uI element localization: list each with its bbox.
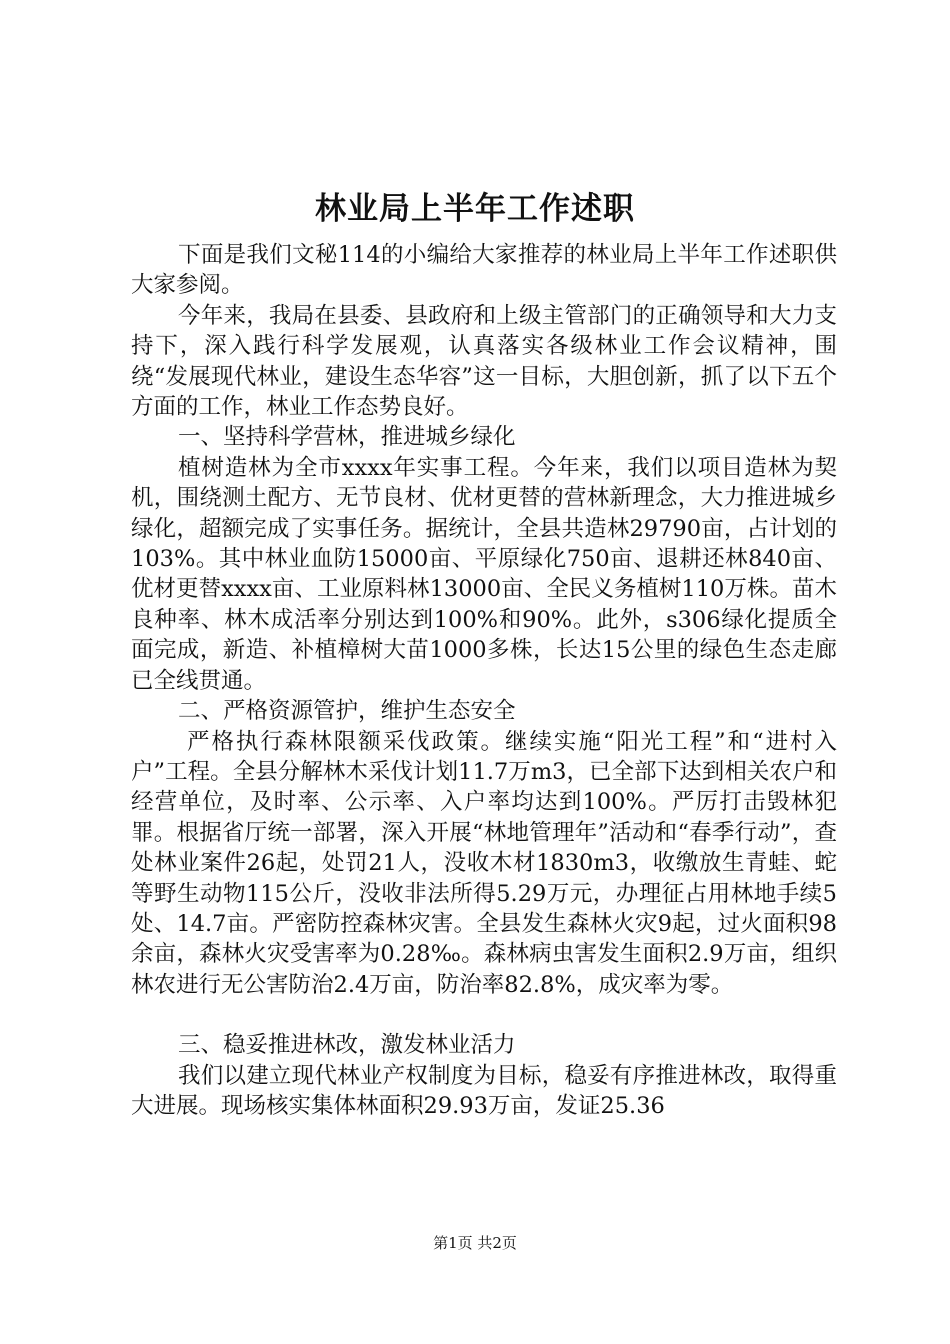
overview-paragraph: 今年来，我局在县委、县政府和上级主管部门的正确领导和大力支持下，深入践行科学发展观，认真落实各级林业工作会议精神，围绕“发展现代林业，建设生态华容”这一目标，大胆创新，抓了以下五个方面的工作，林业工作态势良好。 xyxy=(131,302,837,421)
section-3-paragraph: 我们以建立现代林业产权制度为目标，稳妥有序推进林改，取得重大进展。现场核实集体林面积29.93万亩，发证25.36 xyxy=(131,1062,837,1119)
document-title: 林业局上半年工作述职 xyxy=(315,191,635,227)
document-body xyxy=(131,240,837,1121)
intro-paragraph: 下面是我们文秘114的小编给大家推荐的林业局上半年工作述职供大家参阅。 xyxy=(131,242,837,299)
section-1-paragraph: 植树造林为全市xxxx年实事工程。今年来，我们以项目造林为契机，围绕测土配方、无节良材、优材更替的营林新理念，大力推进城乡绿化，超额完成了实事任务。据统计，全县共造林29790亩，占计划的103%。其中林业血防15000亩、平原绿化750亩、退耕还林840亩、优材更替xxxx亩、工业原料林13000亩、全民义务植树110万株。苗木良种率、林木成活率分别达到100%和90%。此外，s306绿化提质全面完成，新造、补植樟树大苗1000多株，长达15公里的绿色生态走廊已全线贯通。 xyxy=(131,454,837,694)
section-2-paragraph: 严格执行森林限额采伐政策。继续实施“阳光工程”和“进村入户”工程。全县分解林木采伐计划11.7万m3，已全部下达到相关农户和经营单位，及时率、公示率、入户率均达到100%。严厉打击毁林犯罪。根据省厅统一部署，深入开展“林地管理年”活动和“春季行动”，查处林业案件26起，处罚21人，没收木材1830m3，收缴放生青蛙、蛇等野生动物115公斤，没收非法所得5.29万元，办理征占用林地手续5处、14.7亩。严密防控森林灾害。全县发生森林火灾9起，过火面积98余亩，森林火灾受害率为0.28‰。森林病虫害发生面积2.9万亩，组织林农进行无公害防治2.4万亩，防治率82.8%，成灾率为零。 xyxy=(131,728,837,998)
paragraph-spacer xyxy=(131,1000,837,1030)
page-footer: 第1页 共2页 xyxy=(433,1234,517,1252)
section-heading-2: 二、严格资源管护，维护生态安全 xyxy=(178,698,516,725)
section-heading-1: 一、坚持科学营林，推进城乡绿化 xyxy=(178,424,516,451)
section-heading-3: 三、稳妥推进林改，激发林业活力 xyxy=(178,1032,516,1059)
